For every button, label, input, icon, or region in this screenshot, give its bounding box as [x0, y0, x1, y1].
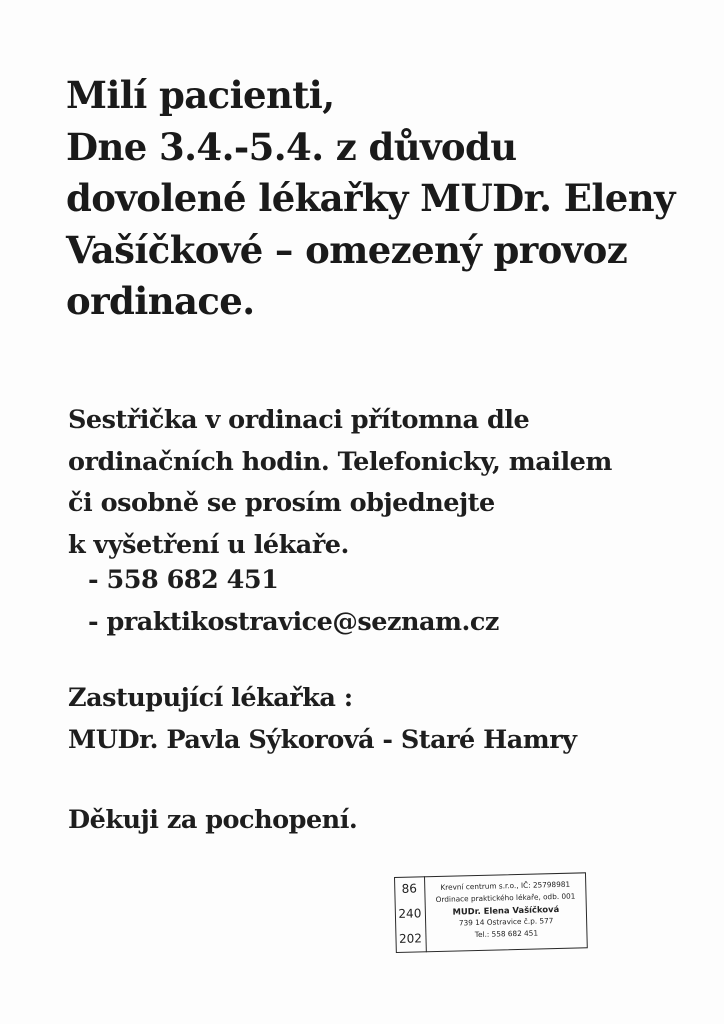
headline-line: Vašíčkové – omezený provoz	[66, 227, 628, 272]
office-stamp	[394, 872, 588, 953]
stamp-doctor: MUDr. Elena Vašíčková	[452, 903, 560, 917]
substitute-label: Zastupující lékařka :	[68, 683, 353, 713]
info-line: k vyšetření u lékaře.	[68, 529, 349, 560]
notice-headline	[66, 70, 706, 328]
contact-phone: - 558 682 451	[88, 565, 279, 595]
substitute-doctor-name: MUDr. Pavla Sýkorová - Staré Hamry	[68, 724, 577, 755]
headline-line: Milí pacienti,	[66, 73, 335, 117]
stamp-office: Ordinace praktického lékaře, odb. 001	[435, 891, 576, 904]
stamp-address: 739 14 Ostravice č.p. 577	[458, 916, 554, 928]
info-line: ordinačních hodin. Telefonicky, mailem	[68, 446, 612, 477]
contact-list	[88, 560, 724, 643]
thanks-line: Děkuji za pochopení.	[68, 805, 358, 835]
headline-line: ordinace.	[66, 279, 255, 323]
contact-email: - praktikostravice@seznam.cz	[88, 606, 499, 637]
stamp-code: 86	[401, 881, 418, 896]
stamp-code: 202	[398, 931, 423, 946]
stamp-codes	[394, 876, 427, 953]
headline-line: dovolené lékařky MUDr. Eleny	[66, 176, 675, 220]
info-line: Sestřička v ordinaci přítomna dle	[68, 405, 530, 435]
substitute-doctor-block	[68, 678, 708, 761]
stamp-code: 240	[398, 906, 422, 921]
stamp-phone: Tel.: 558 682 451	[474, 928, 539, 940]
stamp-company: Krevní centrum s.r.o., IČ: 25798981	[440, 879, 571, 892]
stamp-text	[426, 878, 585, 942]
nurse-info-paragraph	[68, 400, 708, 566]
headline-line: Dne 3.4.-5.4. z důvodu	[66, 124, 517, 169]
info-line: či osobně se prosím objednejte	[68, 488, 495, 518]
